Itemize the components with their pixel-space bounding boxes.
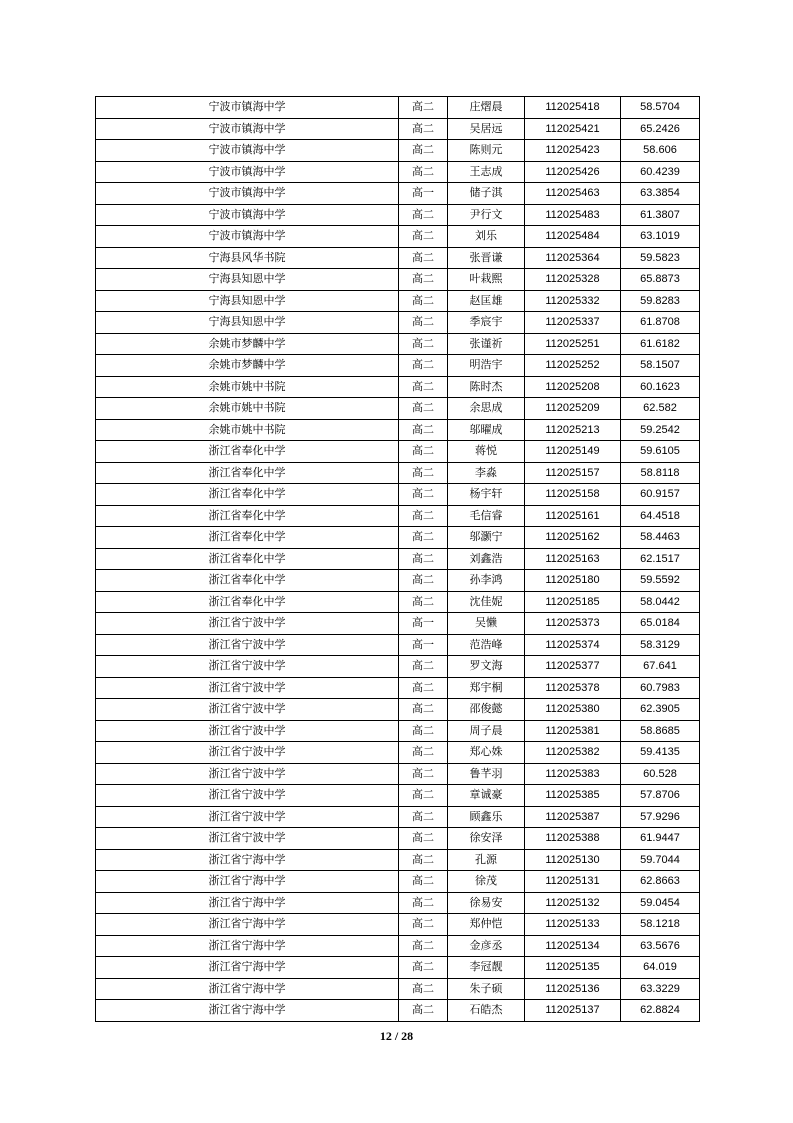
student-name-cell: 郑仲恺 [448, 914, 525, 936]
score-cell: 60.4239 [621, 161, 700, 183]
score-cell: 58.8118 [621, 462, 700, 484]
school-cell: 宁海县知恩中学 [96, 269, 399, 291]
student-name-cell: 郑宇桐 [448, 677, 525, 699]
grade-cell: 高二 [399, 871, 448, 893]
school-cell: 浙江省宁海中学 [96, 871, 399, 893]
grade-cell: 高二 [399, 419, 448, 441]
table-row [96, 634, 700, 656]
score-cell: 57.8706 [621, 785, 700, 807]
school-cell: 浙江省奉化中学 [96, 527, 399, 549]
score-cell: 59.6105 [621, 441, 700, 463]
table-row [96, 763, 700, 785]
table-row [96, 935, 700, 957]
school-cell: 浙江省宁波中学 [96, 720, 399, 742]
grade-cell: 高二 [399, 849, 448, 871]
student-name-cell: 徐易安 [448, 892, 525, 914]
student-id-cell: 112025135 [525, 957, 621, 979]
score-cell: 62.8824 [621, 1000, 700, 1022]
student-id-cell: 112025130 [525, 849, 621, 871]
student-id-cell: 112025132 [525, 892, 621, 914]
score-cell: 58.1218 [621, 914, 700, 936]
score-cell: 60.7983 [621, 677, 700, 699]
grade-cell: 高二 [399, 957, 448, 979]
grade-cell: 高二 [399, 527, 448, 549]
grade-cell: 高二 [399, 161, 448, 183]
student-name-cell: 孙李鸿 [448, 570, 525, 592]
table-row [96, 333, 700, 355]
table-row [96, 290, 700, 312]
grade-cell: 高二 [399, 656, 448, 678]
grade-cell: 高二 [399, 505, 448, 527]
table-row [96, 140, 700, 162]
school-cell: 宁海县知恩中学 [96, 290, 399, 312]
grade-cell: 高二 [399, 892, 448, 914]
grade-cell: 高二 [399, 806, 448, 828]
student-name-cell: 金彦丞 [448, 935, 525, 957]
table-row [96, 978, 700, 1000]
table-row [96, 118, 700, 140]
table-row [96, 398, 700, 420]
score-cell: 58.0442 [621, 591, 700, 613]
page-number: 12 / 28 [379, 1029, 414, 1043]
grade-cell: 高二 [399, 376, 448, 398]
school-cell: 浙江省宁海中学 [96, 914, 399, 936]
student-id-cell: 112025161 [525, 505, 621, 527]
score-cell: 59.2542 [621, 419, 700, 441]
school-cell: 浙江省奉化中学 [96, 441, 399, 463]
grade-cell: 高二 [399, 935, 448, 957]
grade-cell: 高一 [399, 634, 448, 656]
student-name-cell: 罗文海 [448, 656, 525, 678]
table-row [96, 462, 700, 484]
table-row [96, 484, 700, 506]
student-id-cell: 112025383 [525, 763, 621, 785]
school-cell: 浙江省宁海中学 [96, 892, 399, 914]
school-cell: 宁海县风华书院 [96, 247, 399, 269]
school-cell: 浙江省奉化中学 [96, 484, 399, 506]
school-cell: 宁波市镇海中学 [96, 161, 399, 183]
student-id-cell: 112025364 [525, 247, 621, 269]
student-name-cell: 邬曜成 [448, 419, 525, 441]
school-cell: 浙江省宁海中学 [96, 957, 399, 979]
table-row [96, 656, 700, 678]
score-cell: 59.5823 [621, 247, 700, 269]
school-cell: 浙江省宁海中学 [96, 935, 399, 957]
score-cell: 63.3229 [621, 978, 700, 1000]
table-row [96, 677, 700, 699]
score-cell: 57.9296 [621, 806, 700, 828]
score-cell: 59.7044 [621, 849, 700, 871]
student-id-cell: 112025251 [525, 333, 621, 355]
student-name-cell: 余思成 [448, 398, 525, 420]
student-id-cell: 112025382 [525, 742, 621, 764]
school-cell: 浙江省宁波中学 [96, 634, 399, 656]
score-cell: 59.4135 [621, 742, 700, 764]
grade-cell: 高二 [399, 290, 448, 312]
table-row [96, 376, 700, 398]
grade-cell: 高二 [399, 118, 448, 140]
student-id-cell: 112025185 [525, 591, 621, 613]
table-row [96, 849, 700, 871]
school-cell: 浙江省宁波中学 [96, 613, 399, 635]
student-name-cell: 章诚豪 [448, 785, 525, 807]
student-id-cell: 112025209 [525, 398, 621, 420]
student-id-cell: 112025421 [525, 118, 621, 140]
table-row [96, 613, 700, 635]
table-row [96, 957, 700, 979]
grade-cell: 高二 [399, 570, 448, 592]
school-cell: 浙江省宁波中学 [96, 699, 399, 721]
score-cell: 61.3807 [621, 204, 700, 226]
school-cell: 余姚市姚中书院 [96, 419, 399, 441]
student-name-cell: 蒋悦 [448, 441, 525, 463]
school-cell: 浙江省奉化中学 [96, 462, 399, 484]
table-row [96, 312, 700, 334]
student-name-cell: 郑心姝 [448, 742, 525, 764]
student-name-cell: 李冠靓 [448, 957, 525, 979]
school-cell: 余姚市梦麟中学 [96, 355, 399, 377]
grade-cell: 高二 [399, 333, 448, 355]
table-row [96, 97, 700, 119]
grade-cell: 高二 [399, 204, 448, 226]
grade-cell: 高二 [399, 312, 448, 334]
student-name-cell: 叶栽熙 [448, 269, 525, 291]
grade-cell: 高二 [399, 742, 448, 764]
student-name-cell: 李淼 [448, 462, 525, 484]
grade-cell: 高二 [399, 978, 448, 1000]
school-cell: 宁波市镇海中学 [96, 140, 399, 162]
score-cell: 61.9447 [621, 828, 700, 850]
table-row [96, 828, 700, 850]
grade-cell: 高二 [399, 462, 448, 484]
table-row [96, 355, 700, 377]
student-name-cell: 张谨祈 [448, 333, 525, 355]
student-name-cell: 尹行文 [448, 204, 525, 226]
score-cell: 62.3905 [621, 699, 700, 721]
score-cell: 60.9157 [621, 484, 700, 506]
table-row [96, 871, 700, 893]
student-id-cell: 112025134 [525, 935, 621, 957]
student-name-cell: 明浩宇 [448, 355, 525, 377]
grade-cell: 高二 [399, 763, 448, 785]
student-id-cell: 112025180 [525, 570, 621, 592]
school-cell: 浙江省奉化中学 [96, 591, 399, 613]
grade-cell: 高二 [399, 785, 448, 807]
student-id-cell: 112025484 [525, 226, 621, 248]
score-cell: 65.8873 [621, 269, 700, 291]
student-id-cell: 112025149 [525, 441, 621, 463]
grade-cell: 高二 [399, 398, 448, 420]
score-cell: 60.1623 [621, 376, 700, 398]
student-name-cell: 季宸宇 [448, 312, 525, 334]
school-cell: 宁海县知恩中学 [96, 312, 399, 334]
student-name-cell: 陈时杰 [448, 376, 525, 398]
student-name-cell: 王志成 [448, 161, 525, 183]
school-cell: 余姚市姚中书院 [96, 376, 399, 398]
table-row [96, 505, 700, 527]
school-cell: 浙江省奉化中学 [96, 548, 399, 570]
score-cell: 63.1019 [621, 226, 700, 248]
student-name-cell: 杨宇轩 [448, 484, 525, 506]
table-row [96, 204, 700, 226]
table-row [96, 699, 700, 721]
student-id-cell: 112025426 [525, 161, 621, 183]
student-name-cell: 孔源 [448, 849, 525, 871]
score-cell: 61.6182 [621, 333, 700, 355]
student-id-cell: 112025483 [525, 204, 621, 226]
school-cell: 宁波市镇海中学 [96, 204, 399, 226]
scores-table [95, 96, 700, 1022]
school-cell: 宁波市镇海中学 [96, 226, 399, 248]
student-id-cell: 112025213 [525, 419, 621, 441]
grade-cell: 高二 [399, 441, 448, 463]
table-row [96, 914, 700, 936]
score-cell: 59.0454 [621, 892, 700, 914]
student-name-cell: 吴居远 [448, 118, 525, 140]
student-id-cell: 112025136 [525, 978, 621, 1000]
student-name-cell: 邬灏宁 [448, 527, 525, 549]
table-row [96, 183, 700, 205]
table-row [96, 570, 700, 592]
score-cell: 58.8685 [621, 720, 700, 742]
school-cell: 浙江省宁波中学 [96, 742, 399, 764]
student-name-cell: 徐茂 [448, 871, 525, 893]
grade-cell: 高二 [399, 1000, 448, 1022]
student-id-cell: 112025328 [525, 269, 621, 291]
student-id-cell: 112025463 [525, 183, 621, 205]
grade-cell: 高二 [399, 226, 448, 248]
grade-cell: 高二 [399, 140, 448, 162]
school-cell: 浙江省宁波中学 [96, 763, 399, 785]
student-id-cell: 112025252 [525, 355, 621, 377]
table-row [96, 269, 700, 291]
grade-cell: 高二 [399, 269, 448, 291]
school-cell: 浙江省宁波中学 [96, 806, 399, 828]
table-row [96, 226, 700, 248]
student-id-cell: 112025380 [525, 699, 621, 721]
student-name-cell: 陈则元 [448, 140, 525, 162]
score-cell: 59.5592 [621, 570, 700, 592]
grade-cell: 高二 [399, 97, 448, 119]
grade-cell: 高二 [399, 699, 448, 721]
table-row [96, 548, 700, 570]
student-id-cell: 112025381 [525, 720, 621, 742]
student-id-cell: 112025418 [525, 97, 621, 119]
grade-cell: 高一 [399, 183, 448, 205]
student-name-cell: 吴懒 [448, 613, 525, 635]
student-id-cell: 112025131 [525, 871, 621, 893]
student-name-cell: 顾鑫乐 [448, 806, 525, 828]
student-id-cell: 112025208 [525, 376, 621, 398]
student-id-cell: 112025133 [525, 914, 621, 936]
student-id-cell: 112025137 [525, 1000, 621, 1022]
student-id-cell: 112025373 [525, 613, 621, 635]
student-name-cell: 朱子硕 [448, 978, 525, 1000]
grade-cell: 高二 [399, 720, 448, 742]
student-name-cell: 刘乐 [448, 226, 525, 248]
grade-cell: 高二 [399, 914, 448, 936]
score-cell: 58.3129 [621, 634, 700, 656]
school-cell: 浙江省奉化中学 [96, 570, 399, 592]
student-name-cell: 赵匡雄 [448, 290, 525, 312]
grade-cell: 高二 [399, 677, 448, 699]
student-name-cell: 周子晨 [448, 720, 525, 742]
grade-cell: 高二 [399, 247, 448, 269]
table-row [96, 527, 700, 549]
student-id-cell: 112025337 [525, 312, 621, 334]
student-name-cell: 沈佳妮 [448, 591, 525, 613]
score-cell: 62.8663 [621, 871, 700, 893]
school-cell: 浙江省宁波中学 [96, 785, 399, 807]
score-cell: 58.5704 [621, 97, 700, 119]
table-row [96, 742, 700, 764]
table-row [96, 441, 700, 463]
grade-cell: 高二 [399, 484, 448, 506]
score-cell: 62.1517 [621, 548, 700, 570]
student-id-cell: 112025385 [525, 785, 621, 807]
scores-table-body [96, 97, 700, 1022]
school-cell: 浙江省宁波中学 [96, 656, 399, 678]
student-name-cell: 储子淇 [448, 183, 525, 205]
student-id-cell: 112025158 [525, 484, 621, 506]
student-id-cell: 112025332 [525, 290, 621, 312]
student-id-cell: 112025387 [525, 806, 621, 828]
table-row [96, 806, 700, 828]
score-cell: 64.4518 [621, 505, 700, 527]
school-cell: 浙江省宁海中学 [96, 978, 399, 1000]
school-cell: 宁波市镇海中学 [96, 183, 399, 205]
score-cell: 63.3854 [621, 183, 700, 205]
school-cell: 浙江省奉化中学 [96, 505, 399, 527]
school-cell: 余姚市梦麟中学 [96, 333, 399, 355]
student-name-cell: 邵俊懿 [448, 699, 525, 721]
score-cell: 58.1507 [621, 355, 700, 377]
grade-cell: 高二 [399, 548, 448, 570]
score-cell: 67.641 [621, 656, 700, 678]
student-name-cell: 毛信睿 [448, 505, 525, 527]
score-cell: 63.5676 [621, 935, 700, 957]
school-cell: 浙江省宁海中学 [96, 849, 399, 871]
grade-cell: 高二 [399, 591, 448, 613]
table-row [96, 720, 700, 742]
student-name-cell: 庄熠晨 [448, 97, 525, 119]
grade-cell: 高二 [399, 355, 448, 377]
school-cell: 余姚市姚中书院 [96, 398, 399, 420]
school-cell: 浙江省宁波中学 [96, 677, 399, 699]
table-row [96, 161, 700, 183]
score-cell: 58.4463 [621, 527, 700, 549]
table-row [96, 1000, 700, 1022]
school-cell: 宁波市镇海中学 [96, 118, 399, 140]
score-cell: 62.582 [621, 398, 700, 420]
student-name-cell: 鲁芊羽 [448, 763, 525, 785]
score-cell: 65.0184 [621, 613, 700, 635]
student-id-cell: 112025163 [525, 548, 621, 570]
table-row [96, 892, 700, 914]
score-cell: 58.606 [621, 140, 700, 162]
score-cell: 65.2426 [621, 118, 700, 140]
table-row [96, 591, 700, 613]
student-id-cell: 112025157 [525, 462, 621, 484]
student-id-cell: 112025374 [525, 634, 621, 656]
student-id-cell: 112025423 [525, 140, 621, 162]
grade-cell: 高二 [399, 828, 448, 850]
student-id-cell: 112025377 [525, 656, 621, 678]
student-name-cell: 徐安泽 [448, 828, 525, 850]
score-cell: 64.019 [621, 957, 700, 979]
grade-cell: 高一 [399, 613, 448, 635]
school-cell: 浙江省宁海中学 [96, 1000, 399, 1022]
school-cell: 宁波市镇海中学 [96, 97, 399, 119]
student-id-cell: 112025388 [525, 828, 621, 850]
student-name-cell: 范浩峰 [448, 634, 525, 656]
student-id-cell: 112025378 [525, 677, 621, 699]
student-name-cell: 石皓杰 [448, 1000, 525, 1022]
student-name-cell: 刘鑫浩 [448, 548, 525, 570]
score-cell: 61.8708 [621, 312, 700, 334]
score-cell: 59.8283 [621, 290, 700, 312]
student-id-cell: 112025162 [525, 527, 621, 549]
table-row [96, 419, 700, 441]
school-cell: 浙江省宁波中学 [96, 828, 399, 850]
student-name-cell: 张晋谦 [448, 247, 525, 269]
table-row [96, 785, 700, 807]
score-cell: 60.528 [621, 763, 700, 785]
table-row [96, 247, 700, 269]
